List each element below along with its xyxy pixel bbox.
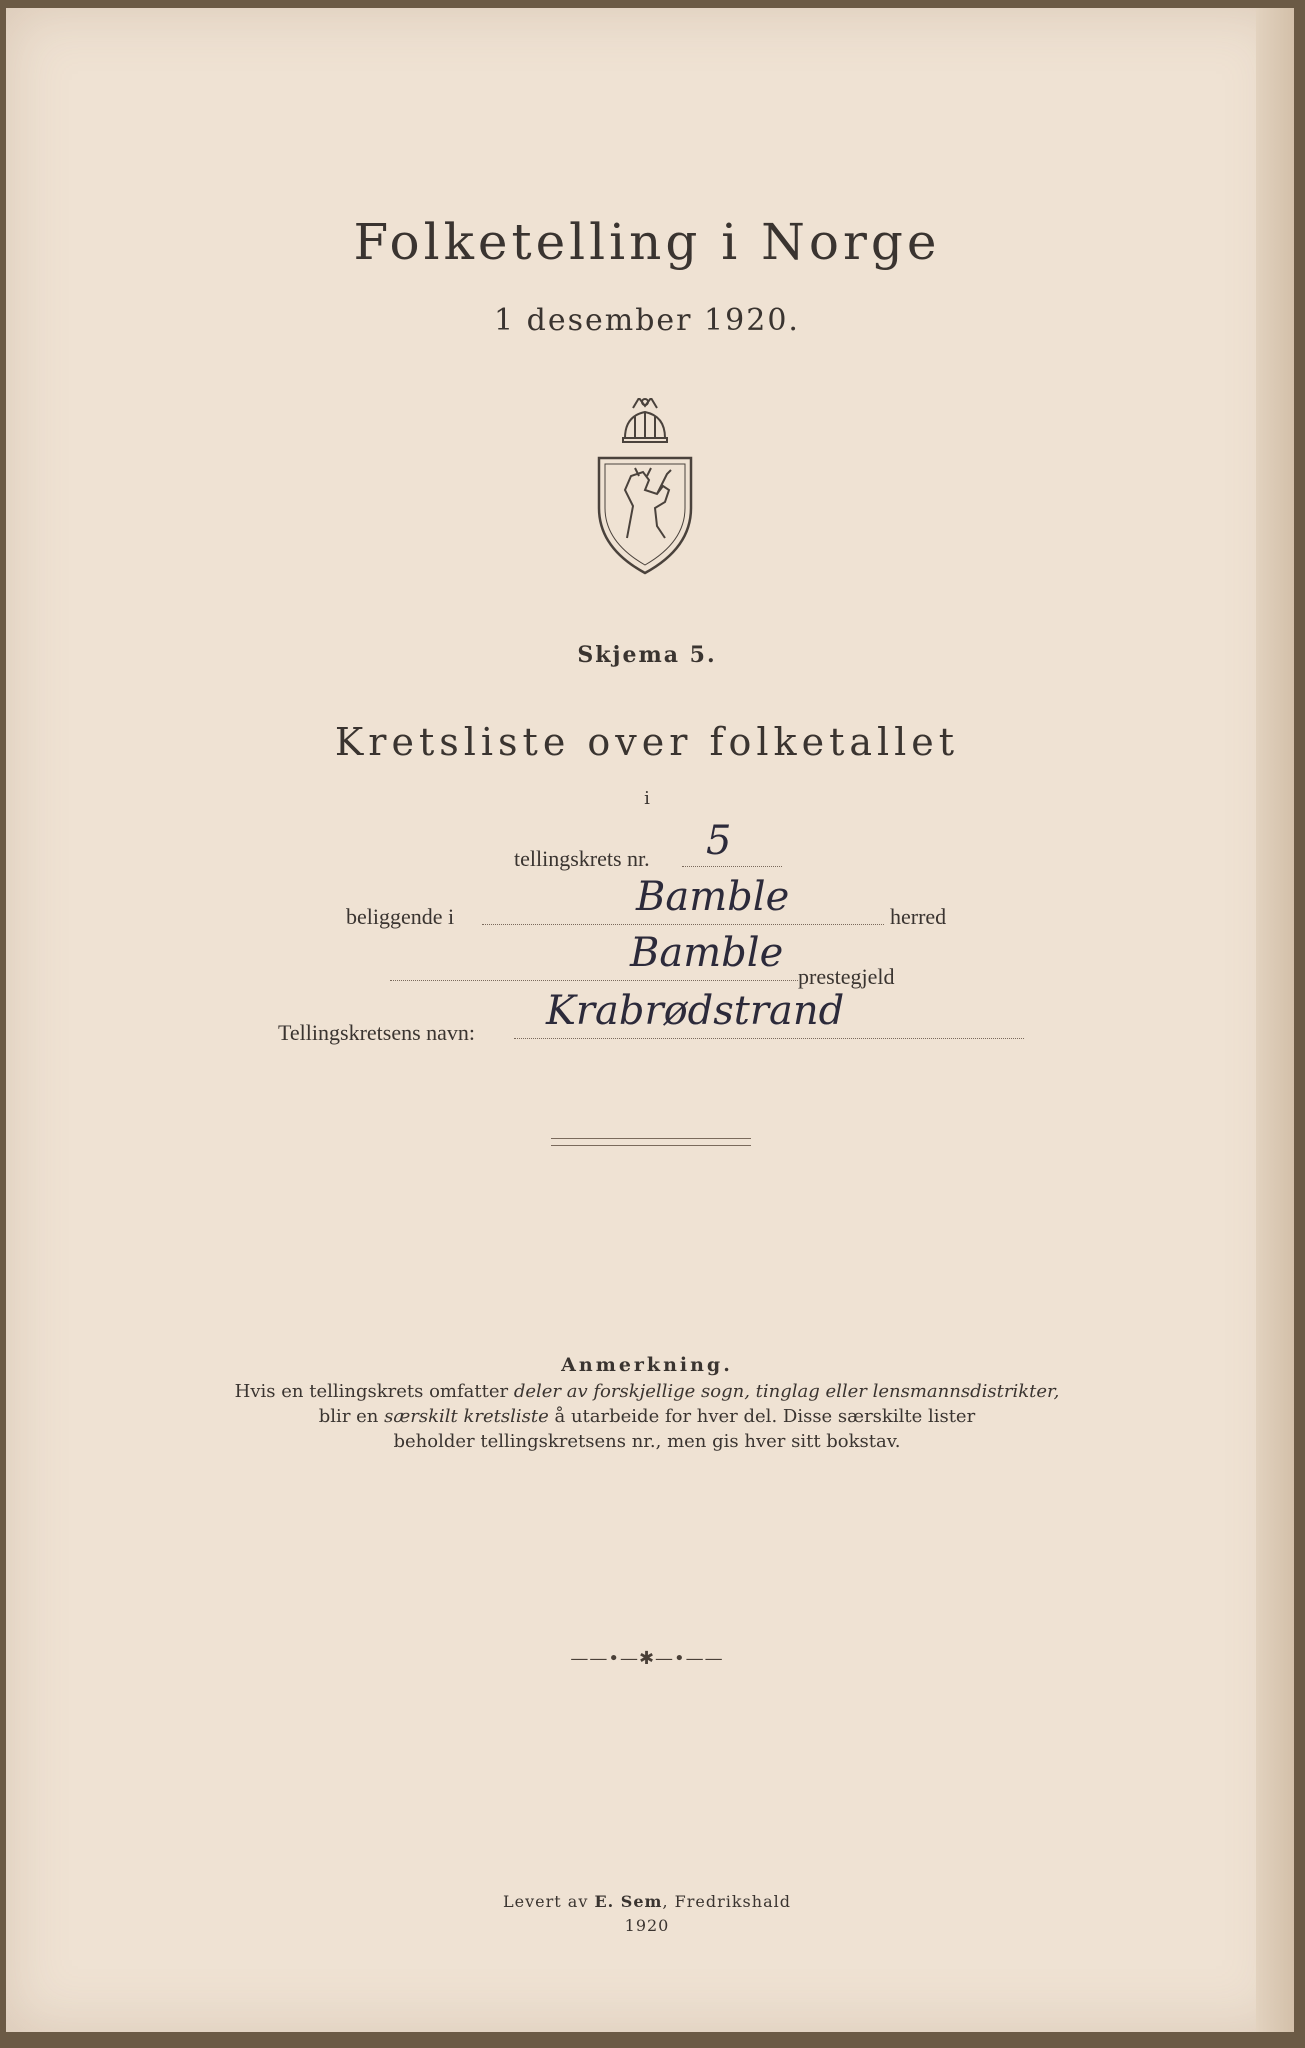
located-in-line — [482, 924, 884, 925]
note-line-2 — [6, 1404, 1288, 1429]
district-number-line — [682, 866, 782, 867]
printer-location: , Fredrikshald — [662, 1892, 791, 1911]
note-text — [6, 1379, 1288, 1454]
note-line-1-emphasis: deler av forskjellige sogn, tinglag eller lensmannsdistrikter, — [513, 1381, 1060, 1402]
printer-year: 1920 — [624, 1916, 670, 1935]
note-title: Anmerkning. — [561, 1354, 733, 1376]
parish-label: prestegjeld — [798, 964, 895, 989]
district-name-value: Krabrødstrand — [546, 988, 845, 1034]
printer-prefix: Levert av — [503, 1892, 595, 1911]
parish-value: Bamble — [630, 930, 784, 976]
note-line-3: beholder tellingskretsens nr., men gis hver sitt bokstav. — [393, 1431, 901, 1452]
coat-of-arms-icon — [595, 398, 695, 578]
form-title: Folketelling i Norge — [353, 213, 941, 271]
municipality-value: Bamble — [636, 874, 790, 920]
heading-preposition: i — [644, 788, 650, 809]
district-number-label: tellingskrets nr. — [514, 846, 650, 871]
printer-name: E. Sem — [594, 1892, 663, 1911]
district-number-value: 5 — [706, 818, 732, 864]
census-date: 1 desember 1920. — [494, 303, 800, 338]
form-heading: Kretsliste over folketallet — [334, 720, 960, 764]
section-divider — [551, 1138, 751, 1146]
district-name-line — [514, 1038, 1024, 1039]
note-line-2-tail: å utarbeide for hver del. Disse særskilte lister — [548, 1406, 976, 1427]
note-line-2-text: blir en — [318, 1406, 385, 1427]
census-form-page — [6, 8, 1288, 2032]
note-line-1-text: Hvis en tellingskrets omfatter — [234, 1381, 514, 1402]
ornament-divider: ——•—✱—•—— — [570, 1648, 724, 1669]
herred-label: herred — [890, 904, 947, 929]
district-name-label: Tellingskretsens navn: — [278, 1020, 476, 1045]
printer-line — [6, 1892, 1288, 1911]
note-line-1 — [6, 1379, 1288, 1404]
note-line-2-emphasis: særskilt kretsliste — [384, 1406, 549, 1427]
parish-line — [390, 980, 798, 981]
form-number: Skjema 5. — [577, 642, 717, 668]
located-in-label: beliggende i — [346, 904, 455, 929]
